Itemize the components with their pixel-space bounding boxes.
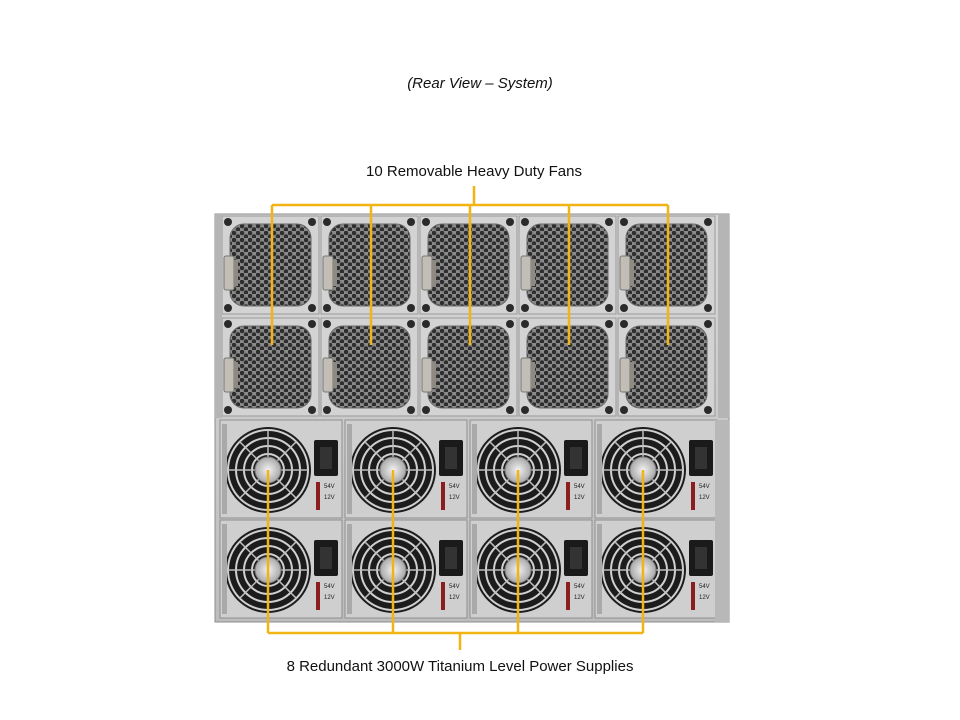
- psu-voltage-label: 54V: [449, 484, 460, 490]
- power-inlet: [314, 540, 338, 576]
- psu-voltage-label: 12V: [449, 495, 460, 501]
- fan-latch-handle: [224, 256, 238, 290]
- power-supply-module: [470, 420, 592, 518]
- fan-module: [222, 216, 319, 314]
- power-inlet: [564, 440, 588, 476]
- psu-voltage-label: 12V: [324, 495, 335, 501]
- psu-voltage-label: 54V: [574, 484, 585, 490]
- fan-latch-handle: [620, 256, 634, 290]
- psu-voltage-label: 54V: [324, 584, 335, 590]
- fans-callout-label: 10 Removable Heavy Duty Fans: [366, 163, 582, 180]
- power-inlet: [689, 440, 713, 476]
- psu-voltage-label: 12V: [574, 495, 585, 501]
- power-supply-module: [595, 520, 717, 618]
- power-supply-module: [595, 420, 717, 518]
- fan-module: [519, 318, 616, 416]
- power-inlet: [314, 440, 338, 476]
- psu-voltage-label: 12V: [449, 595, 460, 601]
- psu-voltage-label: 54V: [699, 484, 710, 490]
- fan-latch-handle: [323, 256, 337, 290]
- fan-module: [321, 216, 418, 314]
- psu-voltage-label: 12V: [699, 595, 710, 601]
- fan-module: [321, 318, 418, 416]
- fan-module: [420, 318, 517, 416]
- psu-voltage-label: 54V: [324, 484, 335, 490]
- power-inlet: [564, 540, 588, 576]
- power-supply-module: [220, 520, 342, 618]
- right-rail: [718, 214, 729, 418]
- fan-latch-handle: [224, 358, 238, 392]
- power-supply-module: [345, 420, 467, 518]
- power-inlet: [689, 540, 713, 576]
- power-supplies-callout-label: 8 Redundant 3000W Titanium Level Power Supplies: [286, 658, 634, 675]
- power-supply-module: [220, 420, 342, 518]
- power-supply-module: [345, 520, 467, 618]
- fan-latch-handle: [422, 358, 436, 392]
- power-supply-modules: [220, 420, 729, 622]
- psu-voltage-label: 12V: [699, 495, 710, 501]
- fan-module: [420, 216, 517, 314]
- fan-module: [519, 216, 616, 314]
- psu-voltage-label: 12V: [324, 595, 335, 601]
- fan-latch-handle: [521, 256, 535, 290]
- fan-latch-handle: [521, 358, 535, 392]
- psu-voltage-label: 54V: [699, 584, 710, 590]
- fan-latch-handle: [422, 256, 436, 290]
- fan-module: [618, 216, 715, 314]
- power-supply-module: [470, 520, 592, 618]
- left-rail: [215, 214, 222, 418]
- psu-voltage-label: 54V: [449, 584, 460, 590]
- fan-latch-handle: [323, 358, 337, 392]
- psu-voltage-label: 54V: [574, 584, 585, 590]
- fan-latch-handle: [620, 358, 634, 392]
- power-inlet: [439, 440, 463, 476]
- power-inlet: [439, 540, 463, 576]
- fan-module: [222, 318, 319, 416]
- fan-module: [618, 318, 715, 416]
- psu-right-rail: [715, 420, 729, 622]
- view-caption: (Rear View – System): [407, 75, 553, 92]
- psu-voltage-label: 12V: [574, 595, 585, 601]
